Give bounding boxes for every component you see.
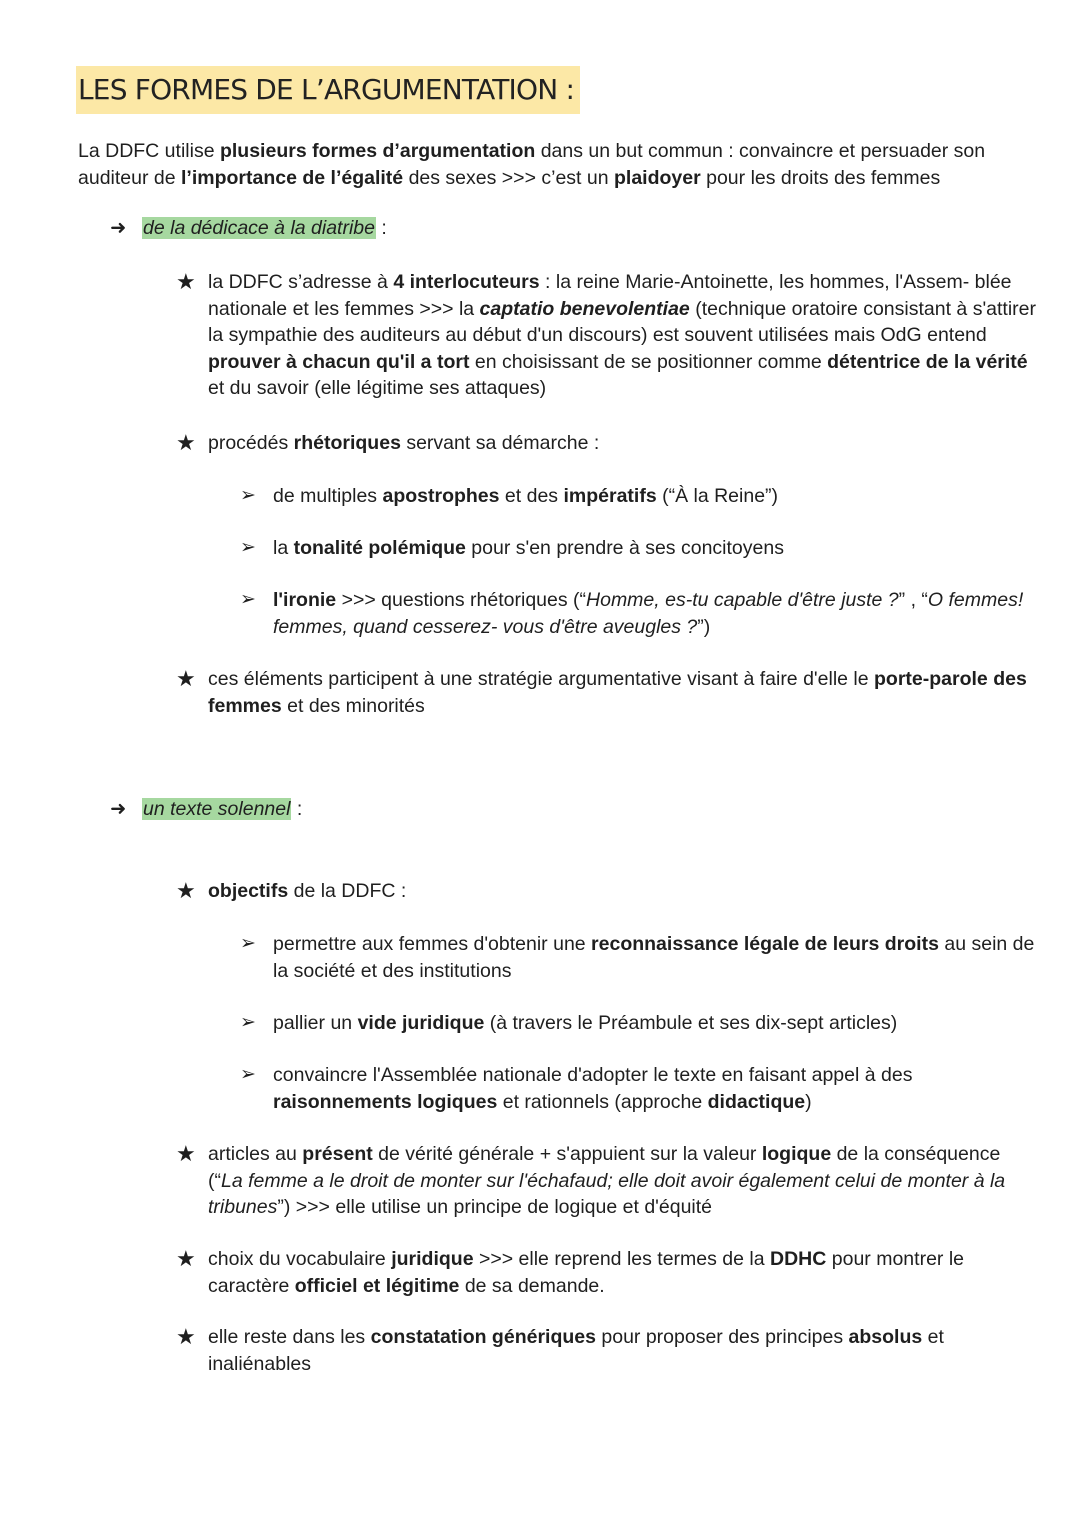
text-run: porte-parole des femmes (208, 668, 1027, 717)
text-run: de la DDFC : (288, 880, 407, 902)
list-item (176, 1246, 1038, 1299)
text-run: juridique (391, 1248, 474, 1270)
star-icon: ★ (176, 1324, 196, 1349)
list-item (176, 878, 1038, 905)
text-run: et des minorités (281, 694, 425, 717)
text-run: la (273, 537, 294, 559)
list-item-text (273, 933, 1034, 982)
text-run: La DDFC utilise (78, 140, 220, 162)
text-run: impératifs (563, 485, 657, 507)
text-run: pour proposer des principes (595, 1326, 849, 1348)
text-run: pallier un (273, 1012, 358, 1034)
text-run: captatio benevolentiae (479, 297, 690, 320)
text-run: : la reine Marie-Antoinette, les hommes, l'Assem- blée nationale et les femmes >>> la (208, 271, 1012, 320)
list-item-text (208, 271, 1036, 399)
text-run: >>> elle reprend les termes de la (473, 1248, 771, 1270)
text-run: l’importance de l’égalité (181, 166, 404, 189)
section-label: un texte solennel (143, 798, 291, 820)
text-run: et inaliénables (208, 1326, 944, 1375)
text-run: apostrophes (382, 485, 500, 507)
arrow-icon: ➜ (110, 217, 127, 239)
sub-list-item (240, 483, 1043, 510)
text-run: logique (761, 1143, 832, 1165)
star-icon: ★ (176, 430, 196, 455)
sub-list-item (240, 931, 1043, 984)
text-run: et des (499, 485, 564, 507)
list-item-text (208, 1143, 1005, 1218)
list-item-text (273, 589, 1023, 638)
text-run: plusieurs formes d’argumentation (219, 140, 536, 162)
text-run: de sa demande. (459, 1274, 605, 1297)
text-run: présent (302, 1143, 373, 1165)
text-run: l'ironie (273, 589, 337, 611)
text-run: de vérité générale + s'appuient sur la valeur (372, 1143, 762, 1165)
text-run: ” , “ (898, 589, 928, 611)
section-label: de la dédicace à la diatribe (143, 217, 375, 239)
text-run: elle reste dans les (208, 1326, 371, 1348)
text-run: tonalité polémique (293, 537, 466, 559)
text-run: pour montrer le caractère (208, 1248, 965, 1297)
list-item (176, 269, 1038, 402)
text-run: détentrice de la vérité (827, 350, 1028, 373)
star-icon: ★ (176, 1246, 196, 1271)
list-item (176, 430, 1038, 457)
text-run: servant sa démarche : (400, 432, 600, 454)
list-item-text (273, 537, 784, 559)
page-title: LES FORMES DE L’ARGUMENTATION : (76, 66, 580, 114)
list-item (176, 1324, 1038, 1377)
text-run: ) (805, 1090, 812, 1113)
list-item-text (273, 485, 778, 507)
text-run: au sein de la société et des institutions (273, 933, 1035, 982)
text-run: procédés (208, 432, 294, 454)
text-run: >>> questions rhétoriques (“ (336, 589, 587, 611)
chevron-icon: ➢ (240, 589, 256, 610)
chevron-icon: ➢ (240, 933, 256, 954)
text-run: rhétoriques (293, 432, 401, 454)
text-run: dans un but commun : convaincre et persuader son auditeur de (78, 140, 986, 189)
list-item-text (208, 880, 406, 902)
text-run: ces éléments participent à une stratégie argumentative visant à faire d'elle le (208, 668, 875, 690)
sub-list-item (240, 1062, 1043, 1115)
chevron-icon: ➢ (240, 485, 256, 506)
text-run: ”) >>> elle utilise un principe de logique et d'équité (277, 1196, 713, 1218)
text-run: constatation génériques (370, 1326, 596, 1348)
list-item-text (208, 1248, 964, 1297)
text-run: 4 interlocuteurs (393, 271, 540, 293)
arrow-icon: ➜ (110, 798, 127, 820)
text-run: DDHC (770, 1248, 827, 1270)
text-run: raisonnements logiques (273, 1090, 498, 1113)
text-run: ”) (697, 615, 711, 638)
text-run: la DDFC s’adresse à (208, 271, 394, 293)
text-run: reconnaissance légale de leurs droits (591, 933, 939, 955)
text-run: La femme a le droit de monter sur l'échafaud; elle doit avoir également celui de monter à la tribunes (208, 1169, 1006, 1218)
text-run: pour les droits des femmes (700, 166, 941, 189)
intro-paragraph (78, 138, 1038, 191)
text-run: en choisissant de se positionner comme (469, 350, 828, 373)
star-icon: ★ (176, 269, 196, 294)
text-run: officiel et légitime (294, 1274, 460, 1297)
text-run: Homme, es-tu capable d'être juste ? (586, 589, 899, 611)
text-run: permettre aux femmes d'obtenir une (273, 933, 592, 955)
text-run: plaidoyer (614, 166, 701, 189)
text-run: de la conséquence (“ (208, 1143, 1001, 1192)
list-item-text (208, 432, 599, 454)
text-run: absolus (848, 1326, 923, 1348)
star-icon: ★ (176, 666, 196, 691)
text-run: articles au (208, 1143, 303, 1165)
text-run: prouver à chacun qu'il a tort (208, 350, 470, 373)
section-heading-dedicace: ➜ de la dédicace à la diatribe : (110, 217, 387, 239)
sub-list-item (240, 587, 1043, 640)
list-item (176, 666, 1038, 719)
chevron-icon: ➢ (240, 537, 256, 558)
text-run: didactique (707, 1090, 806, 1113)
text-run: (technique oratoire consistant à s'attirer la sympathie des auditeurs au début d'un discours) est souvent utilisées mais OdG entend (208, 297, 1037, 346)
chevron-icon: ➢ (240, 1064, 256, 1085)
chevron-icon: ➢ (240, 1012, 256, 1033)
list-item (176, 1141, 1038, 1221)
text-run: et du savoir (elle légitime ses attaques) (208, 377, 547, 399)
list-item-text (273, 1012, 897, 1034)
text-run: choix du vocabulaire (208, 1248, 392, 1270)
list-item-text (273, 1064, 912, 1113)
star-icon: ★ (176, 878, 196, 903)
text-run: convaincre l'Assemblée nationale d'adopter le texte en faisant appel à des (273, 1064, 913, 1086)
sub-list-item (240, 1010, 1043, 1037)
text-run: (à travers le Préambule et ses dix-sept articles) (484, 1012, 898, 1034)
list-item-text (208, 1326, 944, 1375)
text-run: de multiples (273, 485, 383, 507)
section-heading-solennel: ➜ un texte solennel : (110, 798, 303, 820)
text-run: O femmes! femmes, quand cesserez- vous d'être aveugles ? (273, 589, 1024, 638)
list-item-text (208, 668, 1027, 717)
text-run: vide juridique (357, 1012, 485, 1034)
text-run: et rationnels (approche (497, 1090, 708, 1113)
star-icon: ★ (176, 1141, 196, 1166)
text-run: objectifs (208, 880, 289, 902)
text-run: des sexes >>> c’est un (403, 166, 614, 189)
text-run: (“À la Reine”) (656, 485, 779, 507)
text-run: pour s'en prendre à ses concitoyens (465, 537, 784, 559)
sub-list-item (240, 535, 1043, 562)
